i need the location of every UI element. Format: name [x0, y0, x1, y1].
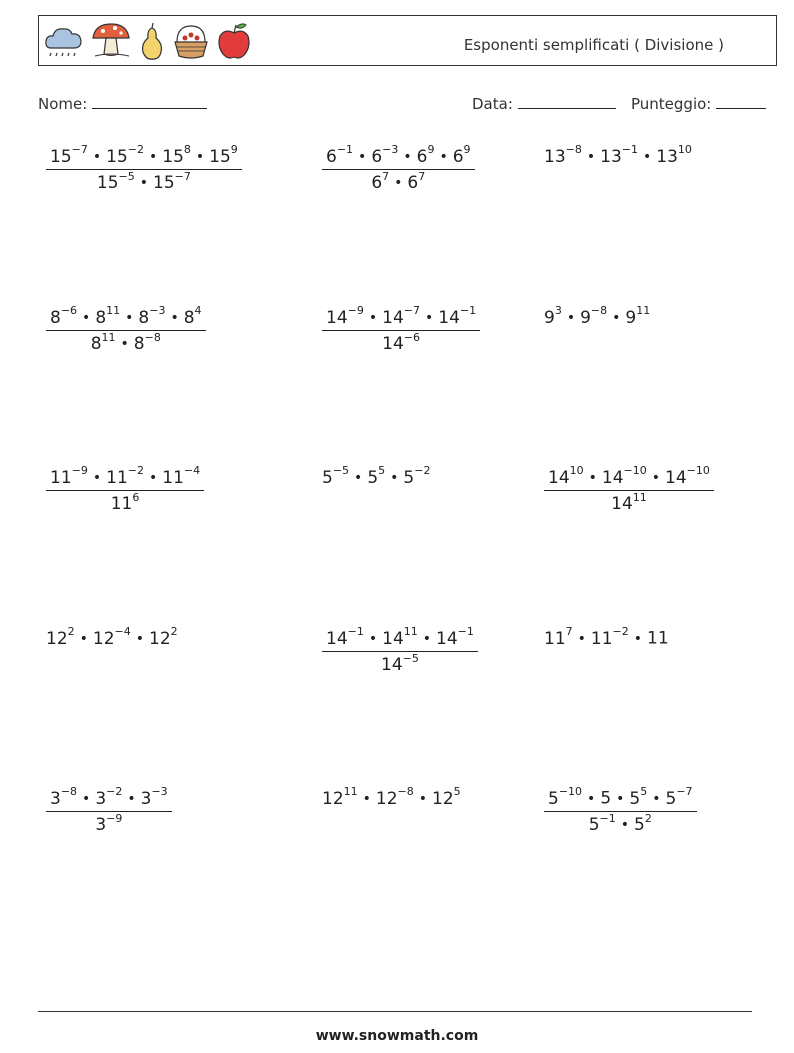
term-base: 14 — [611, 494, 633, 515]
power-term — [548, 785, 583, 809]
denominator — [46, 169, 242, 194]
power-term — [436, 625, 474, 649]
multiply-dot: • — [82, 309, 91, 326]
term-exponent: 7 — [565, 625, 573, 638]
multiply-dot: • — [170, 309, 179, 326]
term-base: 11 — [110, 494, 133, 515]
power-term — [452, 143, 471, 167]
mushroom-icon — [89, 20, 133, 62]
power-term — [162, 143, 191, 167]
denominator — [46, 330, 206, 355]
numerator — [46, 306, 206, 330]
power-term — [371, 143, 399, 167]
term-exponent: −3 — [149, 304, 166, 317]
power-term — [647, 629, 669, 649]
multiply-dot: • — [422, 630, 432, 647]
term-base: 8 — [50, 307, 61, 328]
power-term — [95, 785, 123, 809]
term-base: 15 — [96, 173, 119, 194]
pear-icon — [137, 20, 167, 62]
power-term — [367, 464, 386, 488]
term-exponent: −8 — [565, 143, 582, 156]
term-exponent: −7 — [403, 304, 420, 317]
term-base: 11 — [106, 467, 128, 488]
header-icons — [43, 18, 253, 64]
multiply-dot: • — [586, 148, 596, 165]
power-term — [403, 464, 431, 488]
term-base: 5 — [322, 467, 333, 488]
term-base: 15 — [209, 146, 231, 167]
term-exponent: −8 — [590, 304, 608, 317]
term-base: 5 — [403, 467, 415, 488]
term-base: 11 — [50, 467, 72, 488]
term-exponent: −4 — [114, 625, 131, 638]
term-base: 5 — [634, 815, 645, 836]
term-exponent: −8 — [397, 785, 414, 798]
term-exponent: −2 — [127, 143, 144, 156]
multiply-dot: • — [642, 148, 652, 165]
name-label: Nome: — [38, 95, 88, 113]
name-field — [38, 94, 207, 113]
term-exponent: −7 — [676, 785, 693, 798]
term-exponent: 5 — [640, 785, 648, 798]
multiply-dot: • — [354, 469, 363, 486]
problem-1 — [46, 145, 242, 193]
problem-13 — [46, 787, 172, 835]
multiply-dot: • — [148, 148, 158, 165]
term-exponent: 11 — [403, 625, 418, 638]
term-base: 5 — [665, 788, 677, 809]
power-term — [544, 143, 582, 167]
power-term — [140, 785, 168, 809]
power-term — [95, 811, 123, 836]
multiply-dot: • — [390, 469, 399, 486]
apple-icon — [215, 20, 253, 62]
power-term — [322, 785, 358, 809]
score-line[interactable] — [716, 94, 766, 109]
term-base: 3 — [95, 815, 107, 836]
term-base: 14 — [326, 307, 348, 328]
power-term — [183, 304, 202, 328]
term-base: 9 — [580, 307, 591, 328]
term-exponent: −2 — [127, 464, 144, 477]
power-term — [588, 811, 616, 836]
term-exponent: 9 — [230, 143, 238, 156]
term-base: 8 — [133, 334, 145, 355]
power-term — [162, 464, 201, 488]
power-term — [416, 143, 435, 167]
date-line[interactable] — [518, 94, 616, 109]
multiply-dot: • — [616, 790, 625, 807]
power-term — [580, 304, 608, 328]
term-exponent: 9 — [427, 143, 435, 156]
problem-3 — [544, 145, 692, 167]
product-expression — [322, 466, 430, 488]
term-exponent: −2 — [414, 464, 431, 477]
multiply-dot: • — [439, 148, 448, 165]
term-base: 14 — [382, 307, 404, 328]
term-exponent: −8 — [60, 785, 78, 798]
term-base: 12 — [149, 628, 171, 649]
product-expression — [544, 145, 692, 167]
term-exponent: −1 — [457, 625, 474, 638]
denominator — [544, 811, 697, 836]
term-base: 15 — [106, 146, 128, 167]
power-term — [407, 169, 426, 194]
name-line[interactable] — [92, 94, 207, 109]
term-base: 5 — [367, 467, 379, 488]
term-exponent: 11 — [636, 304, 651, 317]
multiply-dot: • — [139, 175, 149, 192]
term-exponent: 11 — [101, 330, 116, 344]
term-exponent: 2 — [67, 625, 75, 638]
multiply-dot: • — [82, 790, 91, 807]
term-exponent: −1 — [336, 143, 354, 156]
multiply-dot: • — [135, 630, 145, 647]
power-term — [625, 304, 651, 328]
power-term — [46, 625, 75, 649]
term-exponent: −5 — [118, 169, 135, 183]
term-exponent: 9 — [463, 143, 471, 156]
term-exponent: 11 — [106, 304, 121, 317]
term-base: 14 — [436, 628, 458, 649]
multiply-dot: • — [148, 469, 158, 486]
term-base: 9 — [544, 307, 555, 328]
multiply-dot: • — [368, 309, 378, 326]
power-term — [92, 625, 131, 649]
term-exponent: −1 — [599, 811, 616, 825]
numerator — [46, 787, 172, 811]
power-term — [106, 464, 144, 488]
date-label: Data: — [472, 95, 513, 113]
numerator — [544, 787, 697, 811]
worksheet-header — [38, 15, 777, 66]
term-base: 6 — [407, 173, 419, 194]
power-term — [133, 330, 161, 355]
fraction — [46, 466, 204, 514]
multiply-dot: • — [587, 790, 596, 807]
power-term — [601, 464, 647, 488]
term-exponent: −6 — [403, 330, 420, 344]
term-exponent: 10 — [569, 464, 584, 477]
fraction — [46, 145, 242, 193]
multiply-dot: • — [92, 148, 102, 165]
term-base: 9 — [625, 307, 637, 328]
term-exponent: −1 — [459, 304, 477, 317]
multiply-dot: • — [633, 630, 643, 647]
term-base: 6 — [371, 173, 383, 194]
power-term — [110, 490, 140, 515]
multiply-dot: • — [362, 790, 371, 807]
term-exponent: 11 — [343, 785, 358, 798]
denominator — [322, 651, 478, 676]
term-base: 13 — [656, 146, 678, 167]
term-base: 13 — [544, 146, 566, 167]
multiply-dot: • — [566, 309, 576, 326]
power-term — [548, 464, 584, 488]
fraction — [322, 145, 475, 193]
term-base: 3 — [95, 788, 107, 809]
term-exponent: 8 — [183, 143, 191, 156]
power-term — [209, 143, 238, 167]
numerator — [322, 627, 478, 651]
term-exponent: 4 — [194, 304, 202, 317]
multiply-dot: • — [620, 817, 630, 834]
problem-2 — [322, 145, 475, 193]
term-exponent: −5 — [402, 651, 419, 665]
term-base: 5 — [600, 788, 612, 809]
power-term — [600, 789, 611, 809]
term-base: 8 — [90, 334, 102, 355]
basket-icon — [171, 20, 211, 62]
product-expression — [544, 306, 650, 328]
date-field — [472, 94, 616, 113]
problem-4 — [46, 306, 206, 354]
term-base: 12 — [322, 788, 344, 809]
fraction — [46, 306, 206, 354]
worksheet-title: Esponenti semplificati ( Divisione ) — [463, 36, 724, 54]
multiply-dot: • — [612, 309, 621, 326]
denominator — [46, 811, 172, 836]
term-base: 5 — [588, 815, 600, 836]
power-term — [326, 304, 364, 328]
term-exponent: −4 — [183, 464, 201, 477]
term-exponent: −10 — [623, 464, 647, 477]
power-term — [153, 169, 191, 194]
multiply-dot: • — [577, 630, 586, 647]
term-exponent: 3 — [554, 304, 562, 317]
score-field — [631, 94, 766, 113]
term-base: 8 — [138, 307, 150, 328]
term-exponent: −2 — [106, 785, 123, 798]
term-exponent: 2 — [170, 625, 178, 638]
multiply-dot: • — [358, 148, 367, 165]
power-term — [326, 625, 364, 649]
term-base: 14 — [382, 628, 404, 649]
numerator — [46, 145, 242, 169]
power-term — [544, 304, 562, 328]
fraction — [544, 466, 714, 514]
power-term — [106, 143, 144, 167]
term-base: 13 — [600, 146, 622, 167]
term-base: 14 — [665, 467, 687, 488]
power-term — [50, 785, 78, 809]
score-label: Punteggio: — [631, 95, 712, 113]
term-base: 6 — [371, 146, 383, 167]
problem-5 — [322, 306, 480, 354]
term-exponent: 10 — [677, 143, 692, 156]
term-exponent: 5 — [453, 785, 461, 798]
denominator — [322, 169, 475, 194]
footer-divider — [38, 1011, 752, 1012]
rain-cloud-icon — [43, 20, 85, 62]
fraction — [322, 627, 478, 675]
power-term — [600, 143, 638, 167]
denominator — [46, 490, 204, 515]
term-base: 6 — [452, 146, 464, 167]
term-base: 12 — [375, 788, 398, 809]
problem-9 — [544, 466, 714, 514]
multiply-dot: • — [79, 630, 88, 647]
multiply-dot: • — [195, 148, 205, 165]
term-exponent: 5 — [378, 464, 386, 477]
numerator — [322, 145, 475, 169]
power-term — [665, 464, 710, 488]
term-exponent: −9 — [71, 464, 88, 477]
term-exponent: 7 — [382, 169, 390, 183]
term-exponent: 6 — [132, 490, 140, 504]
power-term — [590, 625, 629, 649]
multiply-dot: • — [368, 630, 378, 647]
multiply-dot: • — [424, 309, 434, 326]
power-term — [95, 304, 121, 328]
term-base: 6 — [326, 146, 337, 167]
term-base: 14 — [326, 628, 348, 649]
term-exponent: 2 — [644, 811, 652, 825]
product-expression — [322, 787, 461, 809]
problem-11 — [322, 627, 478, 675]
term-exponent: 11 — [632, 490, 647, 504]
multiply-dot: • — [588, 469, 597, 486]
multiply-dot: • — [403, 148, 412, 165]
multiply-dot: • — [120, 336, 129, 353]
power-term — [381, 651, 419, 676]
power-term — [322, 464, 350, 488]
problem-15 — [544, 787, 697, 835]
term-base: 12 — [46, 628, 68, 649]
power-term — [611, 490, 647, 515]
multiply-dot: • — [651, 469, 661, 486]
numerator — [322, 306, 480, 330]
power-term — [634, 811, 652, 836]
term-base: 8 — [95, 307, 107, 328]
power-term — [149, 625, 178, 649]
term-base: 5 — [548, 788, 559, 809]
power-term — [432, 785, 461, 809]
power-term — [438, 304, 477, 328]
power-term — [50, 304, 78, 328]
term-exponent: −6 — [60, 304, 78, 317]
multiply-dot: • — [127, 790, 136, 807]
power-term — [665, 785, 693, 809]
problem-12 — [544, 627, 669, 649]
power-term — [382, 625, 418, 649]
term-exponent: −10 — [558, 785, 583, 798]
term-exponent: −7 — [174, 169, 191, 183]
power-term — [50, 464, 88, 488]
term-base: 14 — [381, 655, 403, 676]
term-exponent: −9 — [106, 811, 123, 825]
multiply-dot: • — [125, 309, 134, 326]
term-base: 8 — [183, 307, 195, 328]
power-term — [371, 169, 390, 194]
power-term — [138, 304, 166, 328]
term-base: 14 — [382, 334, 404, 355]
problem-8 — [322, 466, 430, 488]
problem-10 — [46, 627, 178, 649]
term-base: 6 — [416, 146, 428, 167]
term-base: 15 — [153, 173, 175, 194]
multiply-dot: • — [92, 469, 102, 486]
fraction — [544, 787, 697, 835]
term-base: 11 — [590, 628, 613, 649]
term-exponent: −3 — [151, 785, 168, 798]
problem-6 — [544, 306, 650, 328]
footer-site: www.snowmath.com — [315, 1028, 479, 1044]
numerator — [544, 466, 714, 490]
term-exponent: −7 — [71, 143, 88, 156]
fraction — [46, 787, 172, 835]
term-exponent: −5 — [332, 464, 350, 477]
term-exponent: −1 — [347, 625, 364, 638]
term-exponent: −10 — [686, 464, 710, 477]
problem-7 — [46, 466, 204, 514]
power-term — [656, 143, 692, 167]
power-term — [629, 785, 648, 809]
term-exponent: 7 — [418, 169, 426, 183]
term-base: 15 — [50, 146, 72, 167]
problem-14 — [322, 787, 461, 809]
term-exponent: −3 — [382, 143, 399, 156]
multiply-dot: • — [418, 790, 428, 807]
power-term — [96, 169, 135, 194]
term-base: 15 — [162, 146, 184, 167]
term-base: 14 — [438, 307, 460, 328]
term-base: 14 — [548, 467, 570, 488]
term-base: 11 — [162, 467, 184, 488]
term-base: 3 — [140, 788, 152, 809]
power-term — [382, 330, 420, 355]
term-base: 11 — [647, 628, 669, 649]
multiply-dot: • — [394, 175, 403, 192]
term-exponent: −1 — [621, 143, 638, 156]
term-base: 12 — [92, 628, 115, 649]
multiply-dot: • — [652, 790, 661, 807]
term-exponent: −2 — [612, 625, 629, 638]
power-term — [544, 625, 573, 649]
numerator — [46, 466, 204, 490]
term-base: 5 — [629, 788, 641, 809]
power-term — [382, 304, 420, 328]
denominator — [544, 490, 714, 515]
power-term — [375, 785, 414, 809]
denominator — [322, 330, 480, 355]
term-base: 12 — [432, 788, 454, 809]
product-expression — [544, 627, 669, 649]
power-term — [326, 143, 354, 167]
term-base: 11 — [544, 628, 566, 649]
fraction — [322, 306, 480, 354]
term-exponent: −9 — [347, 304, 364, 317]
term-exponent: −8 — [144, 330, 161, 344]
power-term — [50, 143, 88, 167]
term-base: 14 — [601, 467, 624, 488]
term-base: 3 — [50, 788, 61, 809]
power-term — [90, 330, 116, 355]
product-expression — [46, 627, 178, 649]
